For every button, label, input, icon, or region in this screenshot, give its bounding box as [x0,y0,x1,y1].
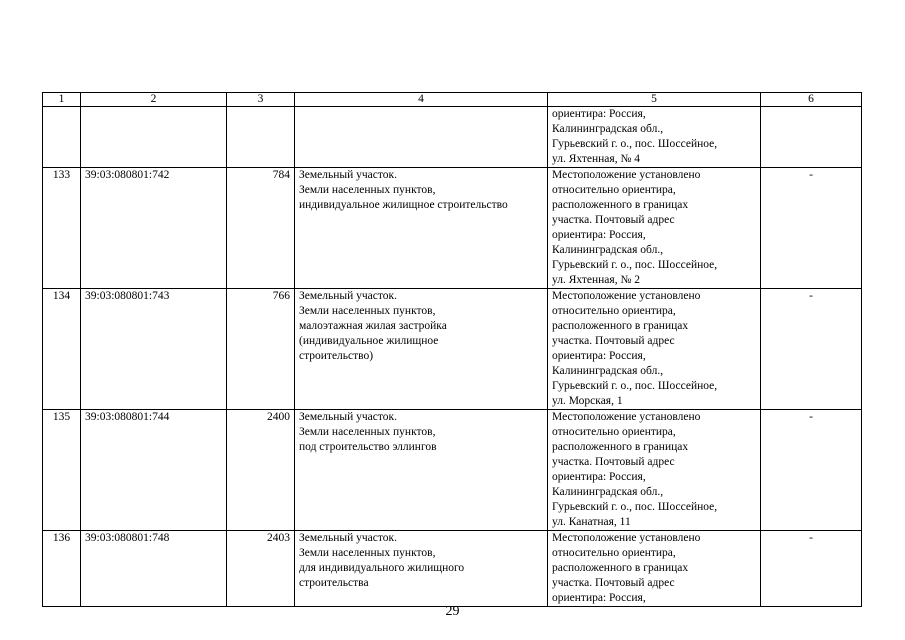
location-line: ориентира: Россия, [552,350,646,362]
description-line: под строительство эллингов [299,441,437,453]
cadastral-number-cell [81,107,227,168]
column-header-2: 2 [81,93,227,107]
description-line: (индивидуальное жилищное [299,335,439,347]
description-line: индивидуальное жилищное строительство [299,199,508,211]
column-header-4: 4 [295,93,548,107]
cadastral-number-cell: 39:03:080801:744 [81,410,227,531]
location-line: Гурьевский г. о., пос. Шоссейное, [552,259,718,271]
location-line: ул. Канатная, 11 [552,516,631,528]
location-line: расположенного в границах [552,562,689,574]
location-line: участка. Почтовый адрес [552,335,675,347]
table-row [43,168,862,289]
location-line: Калининградская обл., [552,486,664,498]
row-number-cell: 136 [43,531,81,607]
location-line: относительно ориентира, [552,426,676,438]
location-line: расположенного в границах [552,199,689,211]
area-cell: 766 [227,289,295,410]
row-number-cell: 135 [43,410,81,531]
location-cell [548,107,761,168]
location-line: ориентира: Россия, [552,471,646,483]
location-cell [548,410,761,531]
location-line: ориентира: Россия, [552,229,646,241]
location-cell [548,289,761,410]
area-cell: 784 [227,168,295,289]
description-line: Земли населенных пунктов, [299,547,436,559]
note-cell: - [761,289,862,410]
description-cell [295,531,548,607]
location-line: относительно ориентира, [552,184,676,196]
area-cell: 2400 [227,410,295,531]
column-header-1: 1 [43,93,81,107]
description-line: Земли населенных пунктов, [299,426,436,438]
table-row [43,410,862,531]
description-line: строительство) [299,350,374,362]
location-line: расположенного в границах [552,320,689,332]
table-row [43,531,862,607]
column-header-6: 6 [761,93,862,107]
description-cell [295,107,548,168]
description-line: Земельный участок. [299,411,397,423]
cadastral-number-cell: 39:03:080801:743 [81,289,227,410]
description-line: Земли населенных пунктов, [299,305,436,317]
column-header-5: 5 [548,93,761,107]
location-cell [548,168,761,289]
table-row [43,107,862,168]
description-line: для индивидуального жилищного [299,562,465,574]
note-cell: - [761,531,862,607]
column-number-row [43,93,862,107]
location-line: ориентира: Россия, [552,592,646,604]
location-line: Калининградская обл., [552,244,664,256]
note-cell: - [761,410,862,531]
cadastral-number-cell: 39:03:080801:748 [81,531,227,607]
location-line: расположенного в границах [552,441,689,453]
column-header-3: 3 [227,93,295,107]
description-cell [295,410,548,531]
location-line: ул. Морская, 1 [552,395,623,407]
location-line: участка. Почтовый адрес [552,456,675,468]
description-line: Земли населенных пунктов, [299,184,436,196]
description-cell [295,289,548,410]
location-line: относительно ориентира, [552,305,676,317]
note-cell: - [761,168,862,289]
location-line: участка. Почтовый адрес [552,214,675,226]
location-line: Местоположение установлено [552,169,701,181]
row-number-cell [43,107,81,168]
description-line: Земельный участок. [299,532,397,544]
row-number-cell: 134 [43,289,81,410]
table-body [43,107,862,607]
area-cell [227,107,295,168]
table-row [43,289,862,410]
location-line: Гурьевский г. о., пос. Шоссейное, [552,501,718,513]
location-line: участка. Почтовый адрес [552,577,675,589]
description-line: Земельный участок. [299,169,397,181]
location-line: Местоположение установлено [552,290,701,302]
location-line: относительно ориентира, [552,547,676,559]
note-cell [761,107,862,168]
area-cell: 2403 [227,531,295,607]
location-line: Калининградская обл., [552,365,664,377]
description-line: Земельный участок. [299,290,397,302]
location-line: ориентира: Россия, [552,108,646,120]
land-plots-table [42,92,862,607]
description-line: строительства [299,577,369,589]
cadastral-number-cell: 39:03:080801:742 [81,168,227,289]
description-cell [295,168,548,289]
location-line: Местоположение установлено [552,411,701,423]
location-line: ул. Яхтенная, № 4 [552,153,641,165]
location-cell [548,531,761,607]
location-line: Местоположение установлено [552,532,701,544]
page-number: 29 [445,604,460,619]
location-line: ул. Яхтенная, № 2 [552,274,641,286]
row-number-cell: 133 [43,168,81,289]
location-line: Калининградская обл., [552,123,664,135]
location-line: Гурьевский г. о., пос. Шоссейное, [552,138,718,150]
location-line: Гурьевский г. о., пос. Шоссейное, [552,380,718,392]
description-line: малоэтажная жилая застройка [299,320,447,332]
